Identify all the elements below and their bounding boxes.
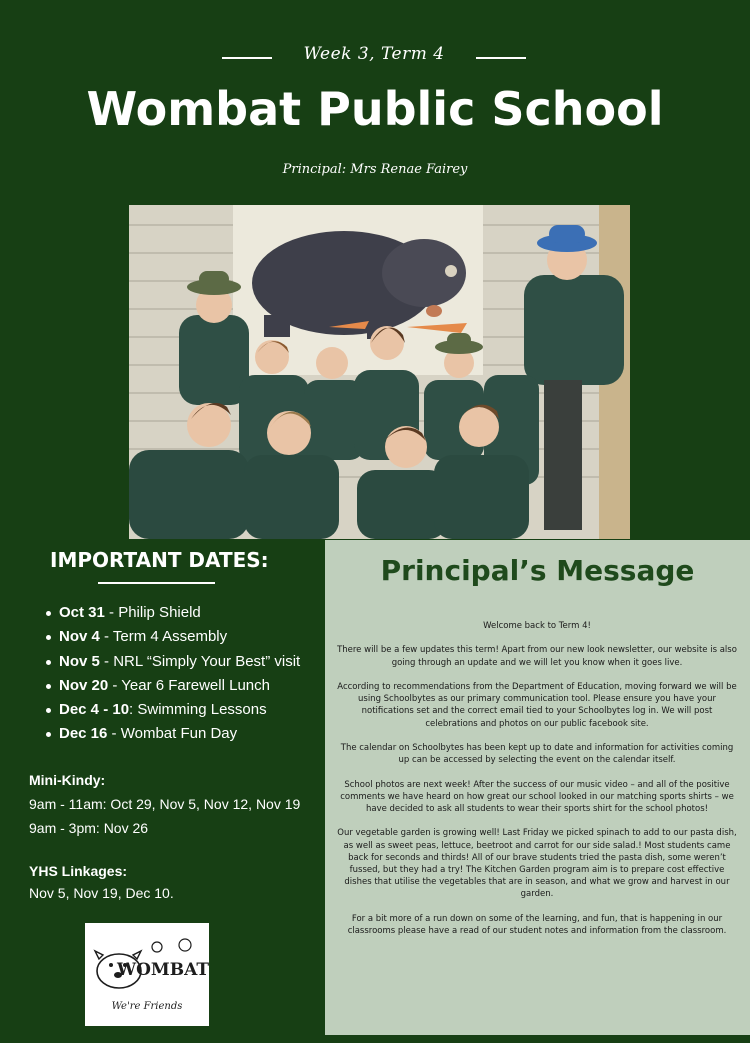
- date-item: [43, 651, 300, 675]
- mini-kindy-line: 9am - 11am: Oct 29, Nov 5, Nov 12, Nov 19: [29, 796, 301, 812]
- date-event: Term 4 Assembly: [112, 628, 228, 646]
- principal-message-body: [337, 620, 737, 949]
- date-event: Swimming Lessons: [137, 701, 267, 719]
- principal-message-heading: Principal’s Message: [380, 554, 695, 587]
- date-event: Wombat Fun Day: [120, 725, 238, 743]
- wombat-logo-icon: [85, 923, 209, 1026]
- logo-wordmark: WOMBAT: [117, 960, 209, 980]
- week-label: Week 3, Term 4: [303, 44, 445, 64]
- important-dates-list: [43, 602, 300, 748]
- yhs-heading: YHS Linkages:: [29, 863, 128, 879]
- date-item: [43, 675, 300, 699]
- message-paragraph: For a bit more of a run down on some of the learning, and fun, that is happening in our classrooms please have a read of our student notes and information from the classroom.: [347, 913, 727, 936]
- principal-name: Principal: Mrs Renae Fairey: [282, 162, 468, 177]
- date-separator: -: [104, 604, 119, 621]
- student-group-photo: [129, 205, 630, 539]
- mini-kindy-line: 9am - 3pm: Nov 26: [29, 820, 149, 836]
- principal-message-panel: [325, 540, 750, 1035]
- message-paragraph: There will be a few updates this term! Apart from our new look newsletter, our website is also going through an update and we will let you know when it goes live.: [337, 645, 737, 668]
- date-label: Nov 5: [59, 652, 100, 670]
- date-label: Dec 4 - 10: [59, 701, 130, 719]
- date-item: [43, 699, 300, 723]
- date-item: [43, 626, 300, 650]
- divider-left: [222, 57, 272, 59]
- date-separator: -: [107, 725, 121, 743]
- yhs-dates: Nov 5, Nov 19, Dec 10.: [29, 885, 174, 901]
- important-dates-underline: [98, 582, 215, 584]
- logo-tagline: We're Friends: [111, 1001, 183, 1012]
- wombat-logo: [85, 923, 209, 1026]
- mini-kindy-heading: Mini-Kindy:: [29, 772, 106, 788]
- message-paragraph: The calendar on Schoolbytes has been kept up to date and information for activities coming up can be accessed by selecting the event on the calendar itself.: [340, 742, 734, 766]
- date-label: Oct 31: [59, 604, 105, 621]
- school-title: Wombat Public School: [86, 82, 664, 136]
- divider-right: [476, 57, 526, 59]
- message-paragraph: Our vegetable garden is growing well! Last Friday we picked spinach to add to our pasta dish, as well as sweet peas, lettuce, beetroot and carrot for our side salad.! Most students came back for seconds and thirds! All of our brave students tried the pasta dish, some weren’t fussed, but they had a try! The Kitchen Garden program aim is to prepare cost effective dishes that utilise the vegetables that are in season, and what we grow and harvest in our garden.: [337, 828, 737, 900]
- important-dates-heading: IMPORTANT DATES:: [50, 548, 269, 572]
- date-separator: -: [99, 652, 114, 670]
- date-item: [43, 723, 300, 747]
- message-paragraph: Welcome back to Term 4!: [483, 621, 591, 631]
- date-event: NRL “Simply Your Best” visit: [113, 652, 301, 670]
- date-separator: :: [129, 701, 138, 719]
- message-paragraph: According to recommendations from the Department of Education, moving forward we will be using Schoolbytes as our primary communication tool. Please ensure you have your notifications set and the correct email tied to your Schoolbytes log in. We will post celebrations and photos on our public facebook site.: [337, 681, 737, 729]
- message-paragraph: School photos are next week! After the success of our music video – and all of the positive comments we have heard on how great our school looked in our matching sports shirts – we have decided to ask all students to wear their sports shirt for the school photos!: [340, 779, 734, 814]
- date-label: Nov 4: [59, 628, 100, 646]
- date-label: Dec 16: [59, 725, 108, 743]
- week-banner: [0, 44, 750, 74]
- date-separator: -: [99, 628, 113, 646]
- date-event: Philip Shield: [118, 604, 201, 621]
- date-label: Nov 20: [59, 676, 109, 694]
- date-item: [43, 602, 300, 626]
- date-separator: -: [108, 676, 122, 694]
- date-event: Year 6 Farewell Lunch: [121, 676, 270, 694]
- group-photo: [129, 205, 630, 539]
